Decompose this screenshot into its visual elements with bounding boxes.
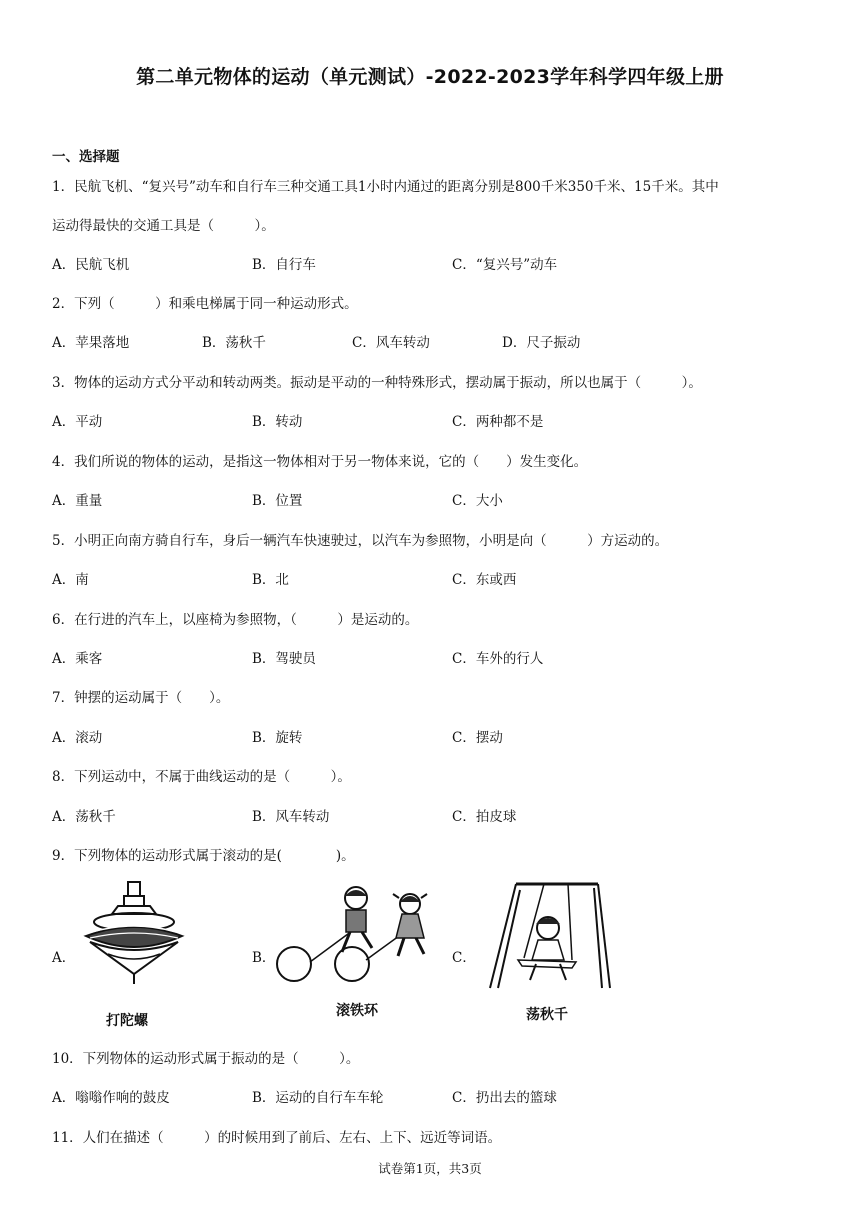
question-3-option-b[interactable]: B．转动 (252, 414, 303, 430)
question-9-caption-c: 荡秋千 (526, 1007, 568, 1023)
question-5-option-b[interactable]: B．北 (252, 572, 289, 588)
question-8-option-c[interactable]: C．拍皮球 (452, 809, 517, 825)
question-6-option-b[interactable]: B．驾驶员 (252, 651, 316, 667)
question-5-stem: 5．小明正向南方骑自行车，身后一辆汽车快速驶过，以汽车为参照物，小明是向（ ）方运动的。 (52, 533, 669, 549)
question-9-option-b[interactable]: B． (252, 950, 276, 966)
question-2-option-c[interactable]: C．风车转动 (352, 335, 430, 351)
question-7-option-c[interactable]: C．摆动 (452, 730, 503, 746)
swing-illustration (476, 876, 616, 994)
question-5-option-a[interactable]: A．南 (52, 572, 89, 588)
question-4-option-c[interactable]: C．大小 (452, 493, 503, 509)
question-7-option-b[interactable]: B．旋转 (252, 730, 303, 746)
question-1-option-b[interactable]: B．自行车 (252, 257, 316, 273)
question-9-caption-b: 滚铁环 (336, 1003, 378, 1019)
question-9-option-a[interactable]: A． (52, 950, 76, 966)
question-6-option-a[interactable]: A．乘客 (52, 651, 103, 667)
question-3-option-c[interactable]: C．两种都不是 (452, 414, 544, 430)
question-7-stem: 7．钟摆的运动属于（ ）。 (52, 690, 230, 706)
question-6-stem: 6．在行进的汽车上，以座椅为参照物，（ ）是运动的。 (52, 612, 419, 628)
page-title: 第二单元物体的运动（单元测试）-2022-2023学年科学四年级上册 (136, 66, 724, 88)
question-2-option-b[interactable]: B．荡秋千 (202, 335, 266, 351)
question-3-stem: 3．物体的运动方式分平动和转动两类。振动是平动的一种特殊形式，摆动属于振动，所以也属于（ ）。 (52, 375, 702, 391)
spinning-top-illustration (78, 878, 190, 990)
question-4-option-a[interactable]: A．重量 (52, 493, 103, 509)
question-2-option-a[interactable]: A．苹果落地 (52, 335, 130, 351)
question-4-option-b[interactable]: B．位置 (252, 493, 303, 509)
question-10-option-c[interactable]: C．扔出去的篮球 (452, 1090, 557, 1106)
question-10-stem: 10．下列物体的运动形式属于振动的是（ ）。 (52, 1051, 360, 1067)
question-7-option-a[interactable]: A．滚动 (52, 730, 103, 746)
question-2-option-d[interactable]: D．尺子振动 (502, 335, 581, 351)
question-9-option-c[interactable]: C． (452, 950, 476, 966)
question-8-option-a[interactable]: A．荡秋千 (52, 809, 116, 825)
question-2-stem: 2．下列（ ）和乘电梯属于同一种运动形式。 (52, 296, 358, 312)
question-8-option-b[interactable]: B．风车转动 (252, 809, 330, 825)
question-10-option-b[interactable]: B．运动的自行车车轮 (252, 1090, 384, 1106)
question-1-option-a[interactable]: A．民航飞机 (52, 257, 130, 273)
section-heading: 一、选择题 (52, 149, 120, 165)
question-1-option-c[interactable]: C．“复兴号”动车 (452, 257, 558, 273)
question-1-stem-line-1: 1．民航飞机、“复兴号”动车和自行车三种交通工具1小时内通过的距离分别是800千米350千米、15千米。其中 (52, 179, 719, 195)
question-9-stem: 9．下列物体的运动形式属于滚动的是( )。 (52, 848, 355, 864)
page-footer: 试卷第1页，共3页 (378, 1161, 482, 1176)
question-5-option-c[interactable]: C．东或西 (452, 572, 517, 588)
question-3-option-a[interactable]: A．平动 (52, 414, 103, 430)
question-6-option-c[interactable]: C．车外的行人 (452, 651, 544, 667)
question-10-option-a[interactable]: A．嗡嗡作响的鼓皮 (52, 1090, 170, 1106)
question-8-stem: 8．下列运动中，不属于曲线运动的是（ ）。 (52, 769, 351, 785)
question-11-stem: 11．人们在描述（ ）的时候用到了前后、左右、上下、远近等词语。 (52, 1130, 502, 1146)
rolling-hoop-illustration (272, 884, 442, 984)
question-4-stem: 4．我们所说的物体的运动，是指这一物体相对于另一物体来说，它的（ ）发生变化。 (52, 454, 588, 470)
question-1-stem-line-2: 运动得最快的交通工具是（ ）。 (52, 218, 275, 234)
question-9-caption-a: 打陀螺 (106, 1013, 148, 1029)
